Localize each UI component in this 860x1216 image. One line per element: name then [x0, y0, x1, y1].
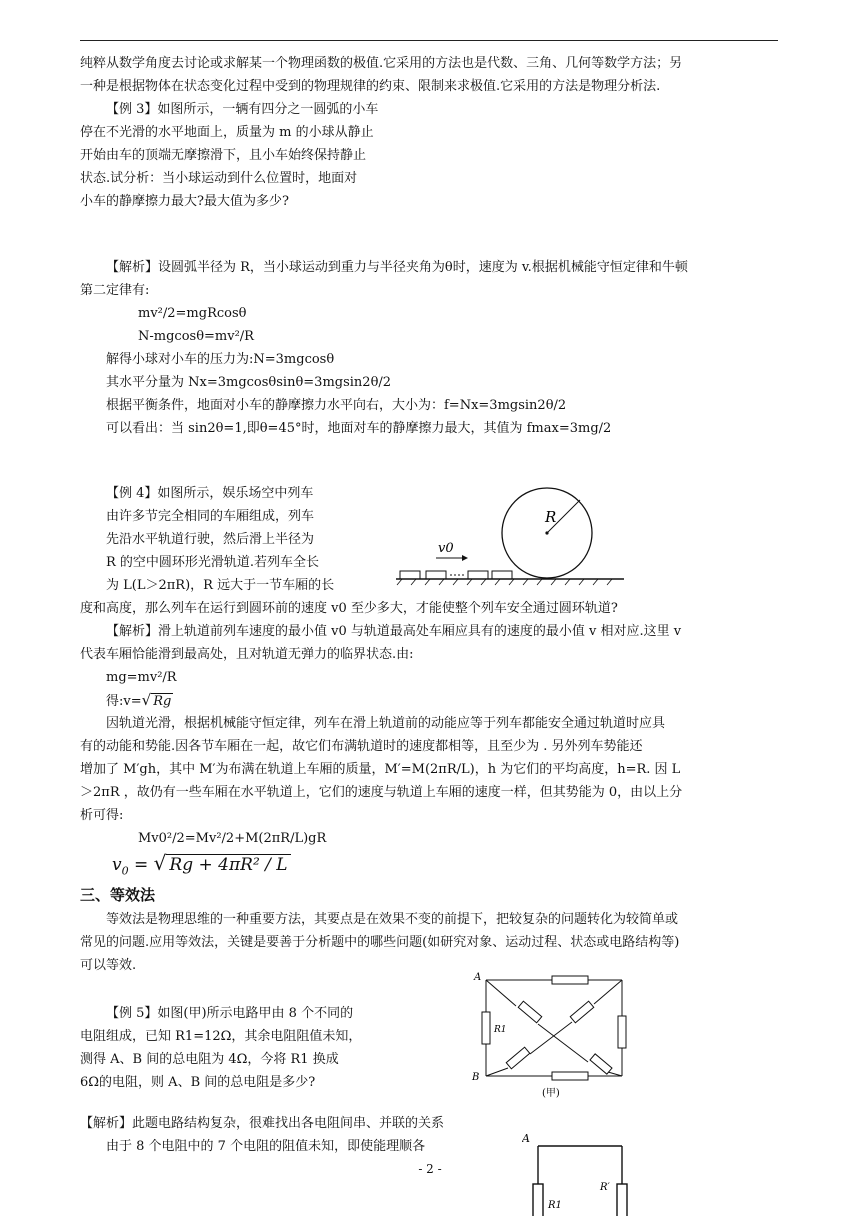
ex5-solution-line: 由于 8 个电阻中的 7 个电阻的阻值未知，即使能理顺各: [106, 1139, 426, 1154]
node-A-label: A: [474, 972, 482, 983]
intro-line: 纯粹从数学角度去讨论或求解某一个物理函数的极值.它采用的方法也是代数、三角、几何等数学方法；另: [80, 56, 683, 71]
node-B-label: B: [472, 1072, 480, 1083]
ex5-solution-line: 【解析】此题电路结构复杂，很难找出各电阻间串、并联的关系: [80, 1116, 445, 1131]
velocity-arrowhead: [462, 555, 468, 561]
example-5-question: [80, 1002, 420, 1094]
ex3-formula: N-mgcosθ=mv²/R: [138, 329, 254, 344]
equiv-node-A-label: A: [522, 1132, 530, 1145]
v0-label: v0: [438, 541, 454, 556]
ex4-para-line: ＞2πR ，故仍有一些车厢在水平轨道上，它们的速度与轨道上车厢的速度一样，但其势能为 0，由以上分: [80, 785, 683, 800]
figure-caption: (甲): [542, 1088, 560, 1099]
ex5-line: 电阻组成，已知 R1=12Ω，其余电阻阻值未知，: [80, 1029, 362, 1044]
ex3-line: 开始由车的顶端无摩擦滑下，且小车始终保持静止: [80, 148, 367, 163]
ex4-para-line: 因轨道光滑，根据机械能守恒定律，列车在滑上轨道前的动能应等于列车都能安全通过轨道时应具: [106, 716, 666, 731]
ex4-solution-line: 代表车厢恰能滑到最高处，且对轨道无弹力的临界状态.由:: [80, 647, 414, 662]
example-4-question-cont: [80, 597, 780, 713]
ex3-formula: mv²/2=mgRcosθ: [138, 306, 247, 321]
circuit-figure-jia: [470, 968, 638, 1100]
section-3-line: 常见的问题.应用等效法，关键是要善于分析题中的哪些问题(如研究对象、运动过程、状态或电路结构等): [80, 935, 680, 950]
equiv-rprime-label: R′: [600, 1182, 610, 1193]
ex3-solution-line: 【解析】设圆弧半径为 R，当小球运动到重力与半径夹角为θ时，速度为 v.根据机械能守恒定律和牛顿: [106, 260, 688, 275]
train-car: [426, 571, 446, 579]
example-4-question: [80, 482, 380, 597]
ex5-line: 【例 5】如图(甲)所示电路甲由 8 个不同的: [106, 1006, 354, 1021]
ex4-formula-4-lhs: v: [112, 855, 122, 875]
ex3-line: 【例 3】如图所示，一辆有四分之一圆弧的小车: [106, 102, 379, 117]
equiv-resistor-rprime: [617, 1184, 627, 1216]
train-car: [492, 571, 512, 579]
ex3-step: 其水平分量为 Nx=3mgcosθsinθ=3mgsin2θ/2: [106, 375, 392, 390]
ex4-formula-3: Mv0²/2=Mv²/2+M(2πR/L)gR: [138, 831, 327, 846]
ex4-line: 先沿水平轨道行驶，然后滑上半径为: [106, 532, 315, 547]
ex3-solution-line: 第二定律有:: [80, 283, 150, 298]
page-number: - 2 -: [418, 1162, 442, 1176]
intro-paragraph: [80, 52, 780, 98]
ex3-line: 小车的静摩擦力最大?最大值为多少?: [80, 194, 289, 209]
ex4-para-line: 增加了 M′gh，其中 M′为布满在轨道上车厢的质量，M′=M(2πR/L)，h 为它们的平均高度，h=R. 因 L: [80, 762, 681, 777]
sqrt-sign: √: [153, 851, 167, 875]
ex4-line: 由许多节完全相同的车厢组成，列车: [106, 509, 315, 524]
example-5-solution: [80, 1112, 520, 1158]
example-3-question: [80, 98, 500, 213]
example-3-solution: [80, 256, 780, 440]
equiv-resistor-r1: [533, 1184, 543, 1216]
section-3-heading: 三、等效法: [80, 886, 156, 904]
equiv-r1-label: R1: [548, 1200, 562, 1211]
ex4-formula-2-radicand: Rg: [153, 694, 172, 709]
ex3-step: 可以看出：当 sin2θ=1,即θ=45°时，地面对车的静摩擦力最大，其值为 fmax=3mg/2: [106, 421, 612, 436]
radius-label: R: [545, 508, 557, 526]
ex4-formula-4-eq: =: [128, 855, 154, 875]
section-3-line: 等效法是物理思维的一种重要方法，其要点是在效果不变的前提下，把较复杂的问题转化为较简单或: [106, 912, 679, 927]
ex4-formula-2-prefix: 得:v=: [106, 694, 142, 709]
ex4-line: 为 L(L＞2πR)，R 远大于一节车厢的长: [106, 578, 335, 593]
ex4-line: 【例 4】如图所示，娱乐场空中列车: [106, 486, 314, 501]
intro-line: 一种是根据物体在状态变化过程中受到的物理规律的约束、限制来求极值.它采用的方法是物理分析法.: [80, 79, 661, 94]
ex4-line: R 的空中圆环形光滑轨道.若列车全长: [106, 555, 320, 570]
ex5-line: 6Ω的电阻，则 A、B 间的总电阻是多少?: [80, 1075, 316, 1090]
ground-hatching: [397, 579, 612, 585]
ex4-formula-4: [112, 852, 291, 882]
ex4-solution-line: 【解析】滑上轨道前列车速度的最小值 v0 与轨道最高处车厢应具有的速度的最小值 v 相对应.这里 v: [106, 624, 682, 639]
ex4-para-line: 析可得:: [80, 808, 124, 823]
ex3-step: 根据平衡条件，地面对小车的静摩擦力水平向右，大小为：f=Nx=3mgsin2θ/2: [106, 398, 567, 413]
r1-label: R1: [494, 1025, 507, 1035]
train-car: [400, 571, 420, 579]
ex3-line: 状态.试分析：当小球运动到什么位置时，地面对: [80, 171, 358, 186]
sqrt-sign: √: [141, 691, 152, 709]
train-car: [468, 571, 488, 579]
section-3-paragraph: [80, 908, 780, 977]
ex4-formula-1: mg=mv²/R: [106, 670, 177, 685]
ex3-step: 解得小球对小车的压力为:N=3mgcosθ: [106, 352, 335, 367]
loop-track-figure: [392, 486, 630, 590]
center-dot: [545, 531, 548, 534]
ex4-line-full: 度和高度，那么列车在运行到圆环前的速度 v0 至少多大，才能使整个列车安全通过圆环轨道?: [80, 601, 618, 616]
ex3-line: 停在不光滑的水平地面上，质量为 m 的小球从静止: [80, 125, 374, 140]
ex4-formula-2: [80, 689, 780, 713]
ex4-formula-4-sub: 0: [121, 864, 129, 878]
section-3-line: 可以等效.: [80, 958, 137, 973]
ex4-para-line: 有的动能和势能.因各节车厢在一起，故它们布满轨道时的速度都相等，且至少为 . 另外列车势能还: [80, 739, 643, 754]
ex5-line: 测得 A、B 间的总电阻为 4Ω，今将 R1 换成: [80, 1052, 339, 1067]
ex4-formula-4-radicand: Rg + 4πR² / L: [166, 854, 290, 875]
example-4-paragraph: [80, 712, 780, 850]
header-rule: [80, 40, 778, 41]
